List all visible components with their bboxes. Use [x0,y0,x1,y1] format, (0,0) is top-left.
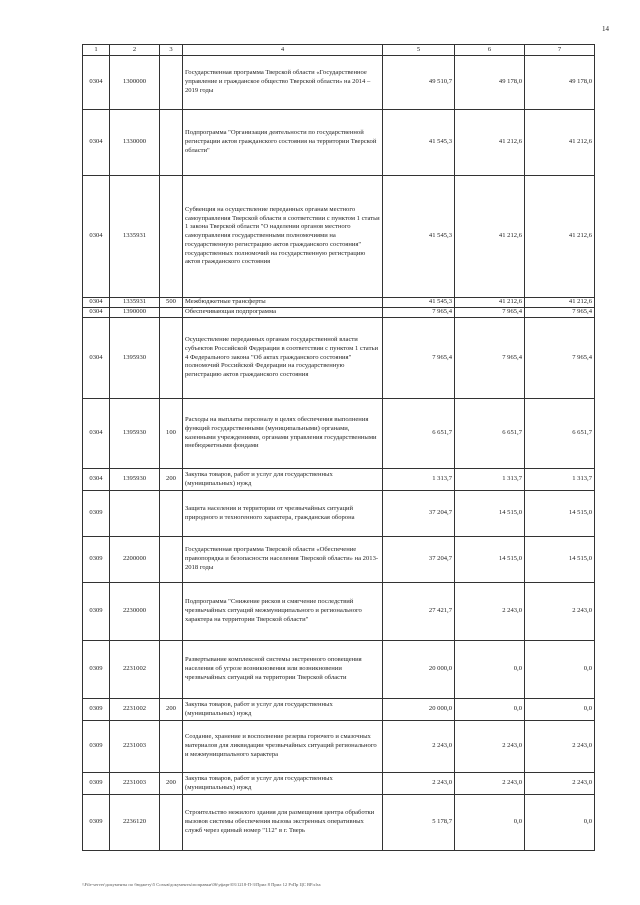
target-article-cell: 2236120 [110,795,160,851]
table-row [83,491,595,537]
header-cell: 7 [525,45,595,56]
table-row [83,308,595,318]
amount-2016-cell: 6 651,7 [525,399,595,469]
table-row [83,721,595,773]
section-code-cell: 0304 [83,298,110,308]
amount-2015-cell: 0,0 [455,641,525,699]
table-row [83,795,595,851]
expense-type-cell [160,795,183,851]
header-cell: 1 [83,45,110,56]
target-article-cell: 1335931 [110,298,160,308]
section-code-cell: 0304 [83,399,110,469]
target-article-cell: 2231003 [110,773,160,795]
expense-type-cell [160,583,183,641]
amount-2014-cell: 37 204,7 [383,491,455,537]
section-code-cell: 0309 [83,491,110,537]
amount-2016-cell: 41 212,6 [525,176,595,298]
section-code-cell: 0304 [83,469,110,491]
target-article-cell: 2200000 [110,537,160,583]
section-code-cell: 0309 [83,773,110,795]
expense-type-cell [160,110,183,176]
description-cell: Межбюджетные трансферты [183,298,383,308]
target-article-cell: 1335931 [110,176,160,298]
description-cell: Закупка товаров, работ и услуг для государственных (муниципальных) нужд [183,699,383,721]
target-article-cell: 2231002 [110,641,160,699]
amount-2014-cell: 7 965,4 [383,318,455,399]
expense-type-cell [160,56,183,110]
section-code-cell: 0304 [83,308,110,318]
amount-2016-cell: 41 212,6 [525,298,595,308]
section-code-cell: 0309 [83,699,110,721]
table-row [83,318,595,399]
description-cell: Создание, хранение и восполнение резерва горючего и смазочных материалов для ликвидации чрезвычайных ситуаций регионального и межмуниципального характера [183,721,383,773]
amount-2015-cell: 0,0 [455,795,525,851]
amount-2015-cell: 41 212,6 [455,176,525,298]
amount-2016-cell: 7 965,4 [525,318,595,399]
table-row [83,641,595,699]
description-cell: Строительство нежилого здания для размещения центра обработки вызовов системы обеспечения вызова экстренных оперативных служб через единый номер "112" в г. Тверь [183,795,383,851]
section-code-cell: 0309 [83,641,110,699]
amount-2016-cell: 0,0 [525,699,595,721]
amount-2016-cell: 0,0 [525,641,595,699]
header-cell: 6 [455,45,525,56]
section-code-cell: 0304 [83,176,110,298]
target-article-cell [110,491,160,537]
expense-type-cell [160,721,183,773]
amount-2016-cell: 14 515,0 [525,491,595,537]
amount-2015-cell: 41 212,6 [455,110,525,176]
header-cell: 2 [110,45,160,56]
section-code-cell: 0304 [83,56,110,110]
amount-2014-cell: 41 545,3 [383,298,455,308]
description-cell: Подпрограмма "Организация деятельности по государственной регистрации актов гражданского состояния на территории Тверской области" [183,110,383,176]
section-code-cell: 0304 [83,318,110,399]
amount-2016-cell: 49 178,0 [525,56,595,110]
target-article-cell: 1300000 [110,56,160,110]
amount-2014-cell: 7 965,4 [383,308,455,318]
table-row [83,699,595,721]
expense-type-cell [160,318,183,399]
description-cell: Подпрограмма "Снижение рисков и смягчение последствий чрезвычайных ситуаций межмуниципального и регионального характера на территории Тверской области" [183,583,383,641]
description-cell: Расходы на выплаты персоналу в целях обеспечения выполнения функций государственными (муниципальными) органами, казенными учреждениями, органами управления государственными внебюджетными фондами [183,399,383,469]
budget-table [82,44,595,851]
description-cell: Защита населения и территории от чрезвычайных ситуаций природного и техногенного характера, гражданская оборона [183,491,383,537]
amount-2014-cell: 37 204,7 [383,537,455,583]
amount-2016-cell: 2 243,0 [525,773,595,795]
description-cell: Государственная программа Тверской области «Государственное управление и гражданское общество Тверской области» на 2014 – 2019 годы [183,56,383,110]
amount-2014-cell: 49 510,7 [383,56,455,110]
table-row [83,469,595,491]
amount-2015-cell: 1 313,7 [455,469,525,491]
amount-2014-cell: 2 243,0 [383,773,455,795]
target-article-cell: 2231002 [110,699,160,721]
target-article-cell: 1330000 [110,110,160,176]
target-article-cell: 1390000 [110,308,160,318]
description-cell: Развертывание комплексной системы экстренного оповещения населения об угрозе возникновения или возникновении чрезвычайных ситуаций на территории Тверской области [183,641,383,699]
amount-2015-cell: 14 515,0 [455,491,525,537]
header-cell: 4 [183,45,383,56]
section-code-cell: 0309 [83,795,110,851]
amount-2014-cell: 2 243,0 [383,721,455,773]
description-cell: Обеспечивающая подпрограмма [183,308,383,318]
description-cell: Закупка товаров, работ и услуг для государственных (муниципальных) нужд [183,773,383,795]
description-cell: Субвенция на осуществление переданных органам местного самоуправления Тверской области в соответствии с пунктом 1 статьи 1 закона Тверской области "О наделении органов местного самоуправления государственными полномочиями на государственную регистрацию актов гражданского состояния" государственных полномочий на государственную регистрацию актов гражданского состояния [183,176,383,298]
header-row [83,45,595,56]
section-code-cell: 0309 [83,721,110,773]
amount-2014-cell: 6 651,7 [383,399,455,469]
header-cell: 5 [383,45,455,56]
page-number: 14 [602,25,609,33]
amount-2016-cell: 7 965,4 [525,308,595,318]
header-cell: 3 [160,45,183,56]
expense-type-cell: 100 [160,399,183,469]
description-cell: Осуществление переданных органам государственной власти субъектов Российской Федерации в соответствии с пунктом 1 статьи 4 Федерального закона "Об актах гражданского состояния" полномочий Российской Федерации на государственную регистрацию актов гражданского состояния [183,318,383,399]
amount-2015-cell: 0,0 [455,699,525,721]
amount-2015-cell: 2 243,0 [455,721,525,773]
table-row [83,583,595,641]
table-row [83,110,595,176]
expense-type-cell [160,176,183,298]
table-row [83,298,595,308]
expense-type-cell [160,537,183,583]
amount-2014-cell: 27 421,7 [383,583,455,641]
amount-2014-cell: 1 313,7 [383,469,455,491]
expense-type-cell: 200 [160,699,183,721]
expense-type-cell: 500 [160,298,183,308]
amount-2015-cell: 2 243,0 [455,583,525,641]
amount-2015-cell: 7 965,4 [455,308,525,318]
amount-2014-cell: 20 000,0 [383,641,455,699]
expense-type-cell [160,491,183,537]
target-article-cell: 1395930 [110,399,160,469]
target-article-cell: 2230000 [110,583,160,641]
section-code-cell: 0304 [83,110,110,176]
table-row [83,399,595,469]
expense-type-cell: 200 [160,773,183,795]
amount-2015-cell: 7 965,4 [455,318,525,399]
table-row [83,537,595,583]
amount-2015-cell: 6 651,7 [455,399,525,469]
target-article-cell: 1395930 [110,469,160,491]
description-cell: Закупка товаров, работ и услуг для государственных (муниципальных) нужд [183,469,383,491]
target-article-cell: 2231003 [110,721,160,773]
table-row [83,773,595,795]
amount-2015-cell: 41 212,6 [455,298,525,308]
amount-2016-cell: 14 515,0 [525,537,595,583]
section-code-cell: 0309 [83,583,110,641]
expense-type-cell [160,641,183,699]
amount-2014-cell: 41 545,3 [383,110,455,176]
amount-2014-cell: 20 000,0 [383,699,455,721]
amount-2015-cell: 2 243,0 [455,773,525,795]
amount-2016-cell: 0,0 [525,795,595,851]
description-cell: Государственная программа Тверской области «Обеспечение правопорядка и безопасности населения Тверской области» на 2013-2018 годы [183,537,383,583]
expense-type-cell: 200 [160,469,183,491]
table-row [83,56,595,110]
amount-2016-cell: 1 313,7 [525,469,595,491]
section-code-cell: 0309 [83,537,110,583]
target-article-cell: 1395930 [110,318,160,399]
amount-2014-cell: 5 178,7 [383,795,455,851]
amount-2016-cell: 41 212,6 [525,110,595,176]
file-path-footer: \\File-server\документы по бюджету\5 Созыв\документы\поправки\06\уфарт\03\1218-П-3\Прил 8 Прил 12 РзПр ЦС ВР.xlsx [82,882,321,887]
amount-2015-cell: 49 178,0 [455,56,525,110]
amount-2014-cell: 41 545,3 [383,176,455,298]
expense-type-cell [160,308,183,318]
amount-2016-cell: 2 243,0 [525,583,595,641]
amount-2015-cell: 14 515,0 [455,537,525,583]
table-row [83,176,595,298]
amount-2016-cell: 2 243,0 [525,721,595,773]
